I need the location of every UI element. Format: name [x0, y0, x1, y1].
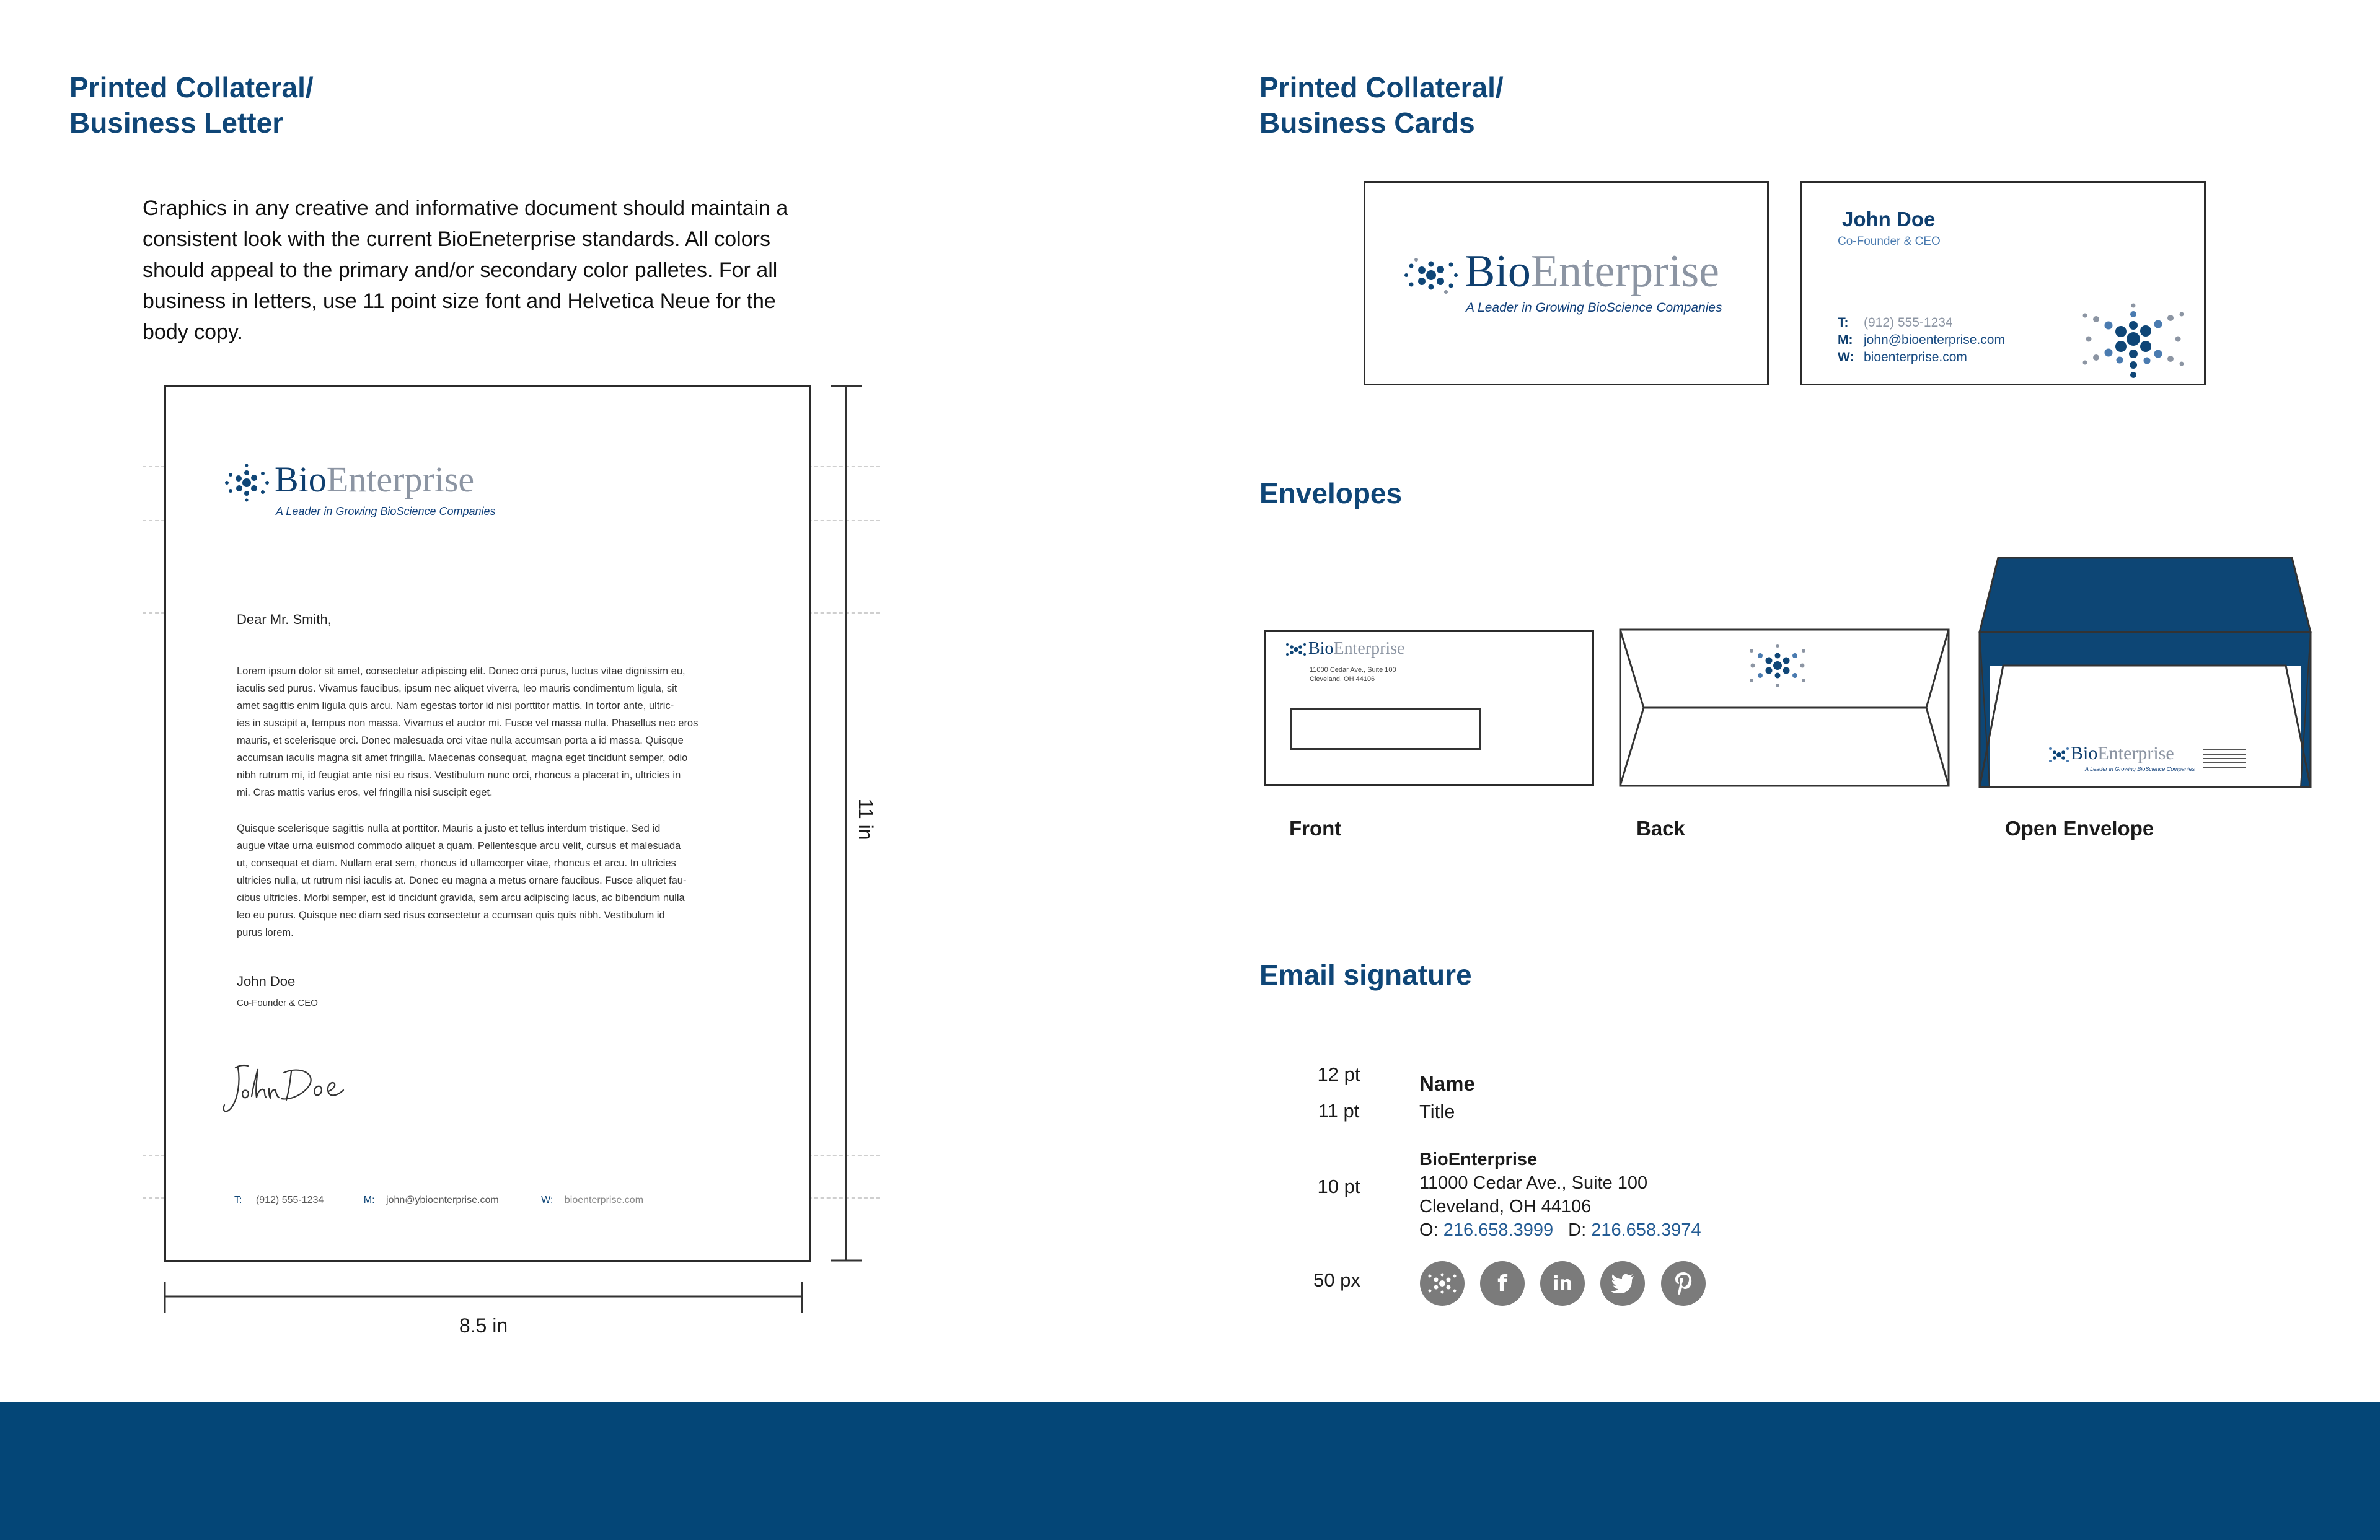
envelope-address-line: 11000 Cedar Ave., Suite 100 — [1310, 666, 1396, 674]
brand-enterprise-text: Enterprise — [326, 459, 475, 499]
handwritten-signature — [219, 1057, 362, 1119]
size-label-12pt: 12 pt — [1317, 1063, 1360, 1085]
letter-line: iaculis sed purus. Vivamus faucibus, ipsum nec aliquet viverra, leo mauris condimentum ligula, sit — [237, 683, 677, 694]
size-label-11pt: 11 pt — [1318, 1100, 1360, 1122]
card-phone: (912) 555-1234 — [1864, 315, 1953, 330]
card-brand — [1465, 245, 1719, 297]
card-web: bioenterprise.com — [1864, 350, 1967, 364]
envelope-back-caption: Back — [1636, 817, 1685, 840]
bio-starburst-logo-icon — [1401, 253, 1461, 297]
letter-line: Lorem ipsum dolor sit amet, consectetur adipiscing elit. Donec orci purus, luctus vitae dignissim eu, — [237, 666, 685, 677]
height-label: 11 in — [855, 798, 877, 840]
envelope-open-tagline: A Leader in Growing BioScience Companies — [2085, 766, 2195, 772]
envelope-address-line: Cleveland, OH 44106 — [1310, 675, 1375, 683]
twitter-icon[interactable] — [1600, 1261, 1645, 1306]
footer-w-label: W: — [541, 1195, 553, 1205]
letter-line: leo eu purus. Quisque nec diam sed risus consectetur a ccumsan quis quis nibh. Vestibulum id — [237, 910, 665, 921]
email-address-line: 11000 Cedar Ave., Suite 100 — [1419, 1173, 1648, 1193]
card-email: john@bioenterprise.com — [1864, 333, 2005, 347]
email-company: BioEnterprise — [1419, 1150, 1538, 1169]
letter-paragraph-2 — [237, 820, 733, 941]
footer-phone: (912) 555-1234 — [255, 1195, 324, 1205]
size-label-10pt: 10 pt — [1317, 1176, 1360, 1197]
email-company-block — [1419, 1148, 1701, 1242]
pinterest-icon[interactable] — [1661, 1261, 1706, 1306]
brand-enterprise-text: Enterprise — [1333, 639, 1405, 658]
card-w-label: W: — [1838, 350, 1854, 364]
intro-line: Graphics in any creative and informative document should maintain a — [143, 196, 788, 220]
bio-starburst-icon — [1426, 1270, 1458, 1297]
brand-bio-text: Bio — [1308, 639, 1334, 658]
cards-title-line2: Business Cards — [1259, 107, 1475, 139]
office-label: O: — [1419, 1220, 1439, 1240]
letter-section-title — [69, 70, 314, 141]
direct-label: D: — [1568, 1220, 1587, 1240]
brand-enterprise-text: Enterprise — [1530, 246, 1720, 297]
email-phones — [1419, 1218, 1701, 1242]
bio-starburst-logo-icon — [222, 463, 271, 503]
twitter-bird-icon — [1611, 1274, 1634, 1293]
width-label: 8.5 in — [459, 1314, 508, 1337]
intro-line: body copy. — [143, 320, 243, 344]
letter-line: mi. Cras mattis varius eros, vel fringilla nisi suscipit eget. — [237, 787, 493, 798]
letter-title-line2: Business Letter — [69, 107, 284, 139]
envelopes-section-title: Envelopes — [1259, 477, 1403, 509]
card-t-label: T: — [1838, 315, 1849, 330]
footer-m-label: M: — [363, 1195, 375, 1205]
cards-section-title — [1259, 70, 1504, 141]
envelope-front — [1264, 630, 1594, 786]
card-title: Co-Founder & CEO — [1838, 235, 1941, 248]
letter-line: ies in suscipit a, tempus non massa. Vivamus et auctor mi. Fusce vel massa nulla. Phasellus nec eros — [237, 718, 699, 729]
business-card-front — [1364, 181, 1769, 385]
brand-enterprise-text: Enterprise — [2097, 743, 2174, 763]
envelope-front-brand — [1308, 638, 1405, 659]
letter-page — [164, 385, 811, 1262]
letter-line: ultricies nulla, ut rutrum nisi iaculis at. Donec eu magna a metus ornare faucibus. Fusce aliquet fau- — [237, 875, 687, 886]
letter-line: augue vitae urna euismod commodo aliquet a quam. Pellentesque arcu velit, cursus et malesuada — [237, 840, 681, 851]
facebook-icon[interactable]: f — [1480, 1261, 1525, 1306]
letter-title-line1: Printed Collateral/ — [69, 71, 314, 103]
bio-starburst-logo-icon — [1285, 641, 1307, 658]
envelope-front-caption: Front — [1289, 817, 1342, 840]
letter-tagline: A Leader in Growing BioScience Companies — [276, 505, 496, 517]
letter-line: Quisque scelerisque sagittis nulla at porttitor. Mauris a justo et tellus interdum tristique. Sed id — [237, 823, 661, 834]
letter-brand — [275, 459, 474, 500]
size-label-50px: 50 px — [1313, 1269, 1360, 1291]
envelope-open-caption: Open Envelope — [2005, 817, 2154, 840]
pinterest-p-icon — [1674, 1271, 1693, 1296]
email-address-line: Cleveland, OH 44106 — [1419, 1197, 1592, 1217]
brand-bio-text: Bio — [275, 459, 327, 499]
email-title: Title — [1419, 1101, 1455, 1122]
footer-t-label: T: — [234, 1195, 242, 1205]
envelope-open-brand — [2071, 743, 2174, 764]
letter-paragraph-1 — [237, 662, 733, 801]
direct-phone-link[interactable]: 216.658.3974 — [1591, 1220, 1701, 1240]
linkedin-icon[interactable]: in — [1540, 1261, 1585, 1306]
letter-line: nibh rutrum mi, id feugiat ante nisi eu risus. Vestibulum nunc orci, rhoncus a placerat in, ultricies in — [237, 770, 681, 781]
card-tagline: A Leader in Growing BioScience Companies — [1466, 301, 1722, 315]
width-dimension-line — [162, 1277, 807, 1314]
letter-footer — [234, 1195, 643, 1206]
envelope-back — [1619, 628, 1951, 788]
card-m-label: M: — [1838, 333, 1853, 347]
letter-signer-title: Co-Founder & CEO — [237, 998, 318, 1008]
office-phone-link[interactable]: 216.658.3999 — [1443, 1220, 1554, 1240]
intro-line: business in letters, use 11 point size font and Helvetica Neue for the — [143, 289, 776, 313]
footer-band — [0, 1402, 2380, 1540]
envelope-return-address — [1310, 666, 1396, 684]
email-section-title: Email signature — [1259, 959, 1472, 991]
business-card-back — [1800, 181, 2206, 385]
letter-line: accumsan iaculis magna sit amet fringilla. Maecenas consequat, magna eget tincidunt semper, odio — [237, 752, 688, 763]
bio-starburst-large-icon — [2078, 301, 2189, 380]
brand-bio-text: Bio — [1465, 246, 1531, 297]
brand-bio-text: Bio — [2071, 743, 2098, 763]
letter-line: cibus ultricies. Morbi semper, est id tincidunt gravida, sem arcu adipiscing lacus, ac bibendum nulla — [237, 892, 685, 904]
letter-signer-name: John Doe — [237, 974, 296, 989]
letter-line: purus lorem. — [237, 927, 294, 938]
letter-line: amet sagittis enim ligula quis arcu. Nam egestas tortor id nisi porttitor mattis. In tortor ante, ultric- — [237, 700, 674, 711]
intro-line: consistent look with the current BioEneterprise standards. All colors — [143, 227, 770, 251]
cards-title-line1: Printed Collateral/ — [1259, 71, 1504, 103]
card-contact — [1838, 314, 2005, 366]
intro-line: should appeal to the primary and/or secondary color palletes. For all — [143, 258, 778, 282]
email-name: Name — [1419, 1072, 1475, 1095]
letter-line: ut, consequat et diam. Nullam erat sem, rhoncus id ullamcorper vitae, rhoncus et arcu. In ultricies — [237, 858, 676, 869]
envelope-address-window — [1290, 708, 1481, 750]
footer-email: john@ybioenterprise.com — [386, 1195, 499, 1205]
intro-paragraph — [143, 193, 855, 348]
letter-line: mauris, et scelerisque orci. Donec malesuada orci vitae nulla accumsan porta a id massa. Quisque — [237, 735, 684, 746]
letter-salutation: Dear Mr. Smith, — [237, 612, 332, 627]
footer-web: bioenterprise.com — [564, 1195, 644, 1205]
card-name: John Doe — [1842, 208, 1936, 231]
bioenterprise-icon[interactable] — [1420, 1261, 1465, 1306]
